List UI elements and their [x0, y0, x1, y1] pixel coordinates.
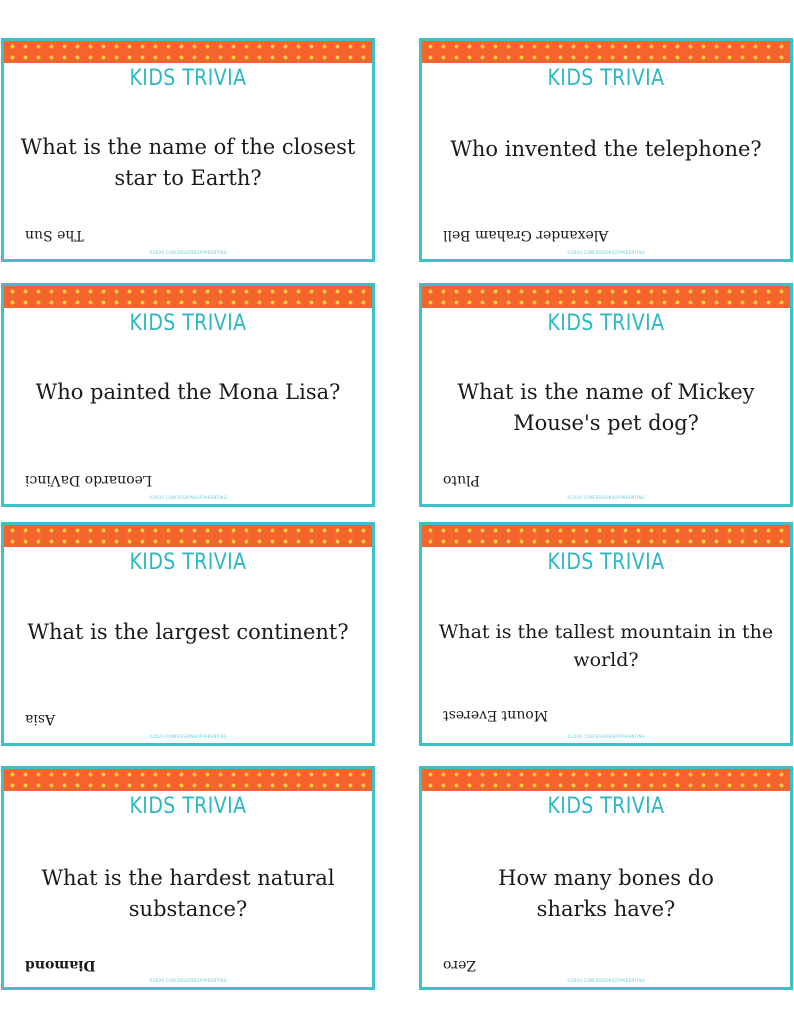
- trivia-card: [1, 522, 375, 746]
- card-answer: Pluto: [443, 472, 480, 488]
- card-credit: ©2020 CONFESSIONSOFPARENTING: [566, 250, 646, 255]
- card-credit: ©2020 CONFESSIONSOFPARENTING: [566, 734, 646, 739]
- card-question: Who painted the Mona Lisa?: [35, 380, 341, 404]
- card-credit: ©2020 CONFESSIONSOFPARENTING: [148, 734, 228, 739]
- card-question: What is the name of the closest star to Earth?: [20, 135, 356, 190]
- card-credit: ©2020 CONFESSIONSOFPARENTING: [566, 978, 646, 983]
- card-title: KIDS TRIVIA: [129, 66, 247, 91]
- card-credit: ©2020 CONFESSIONSOFPARENTING: [148, 495, 228, 500]
- card-question: Who invented the telephone?: [450, 137, 762, 161]
- card-title: KIDS TRIVIA: [547, 550, 665, 575]
- card-answer: Diamond: [25, 957, 96, 973]
- card-answer: Leonardo DaVinci: [25, 472, 153, 488]
- card-title: KIDS TRIVIA: [547, 794, 665, 819]
- polka-dot-banner: [422, 41, 790, 63]
- trivia-card: [419, 522, 793, 746]
- card-title: KIDS TRIVIA: [129, 794, 247, 819]
- card-title: KIDS TRIVIA: [129, 311, 247, 336]
- card-title: KIDS TRIVIA: [129, 550, 247, 575]
- trivia-card: [1, 38, 375, 262]
- card-question: What is the largest continent?: [27, 620, 349, 644]
- trivia-card: [419, 38, 793, 262]
- polka-dot-banner: [4, 41, 372, 63]
- card-title: KIDS TRIVIA: [547, 311, 665, 336]
- trivia-card: [1, 766, 375, 990]
- polka-dot-banner: [422, 525, 790, 547]
- polka-dot-banner: [4, 769, 372, 791]
- card-question: What is the tallest mountain in the world?: [438, 621, 774, 671]
- card-answer: The Sun: [25, 227, 84, 243]
- polka-dot-banner: [422, 286, 790, 308]
- card-credit: ©2020 CONFESSIONSOFPARENTING: [148, 978, 228, 983]
- polka-dot-banner: [4, 286, 372, 308]
- card-question: What is the name of Mickey Mouse's pet dog?: [457, 380, 755, 435]
- card-question: How many bones do sharks have?: [498, 866, 714, 921]
- card-question: What is the hardest natural substance?: [41, 866, 335, 921]
- trivia-card: [419, 283, 793, 507]
- trivia-card: [419, 766, 793, 990]
- card-title: KIDS TRIVIA: [547, 66, 665, 91]
- card-answer: Alexander Graham Bell: [443, 227, 609, 243]
- card-credit: ©2020 CONFESSIONSOFPARENTING: [148, 250, 228, 255]
- trivia-card: [1, 283, 375, 507]
- polka-dot-banner: [422, 769, 790, 791]
- card-credit: ©2020 CONFESSIONSOFPARENTING: [566, 495, 646, 500]
- card-answer: Zero: [443, 957, 477, 973]
- card-answer: Asia: [25, 711, 56, 727]
- card-answer: Mount Everest: [443, 707, 549, 723]
- polka-dot-banner: [4, 525, 372, 547]
